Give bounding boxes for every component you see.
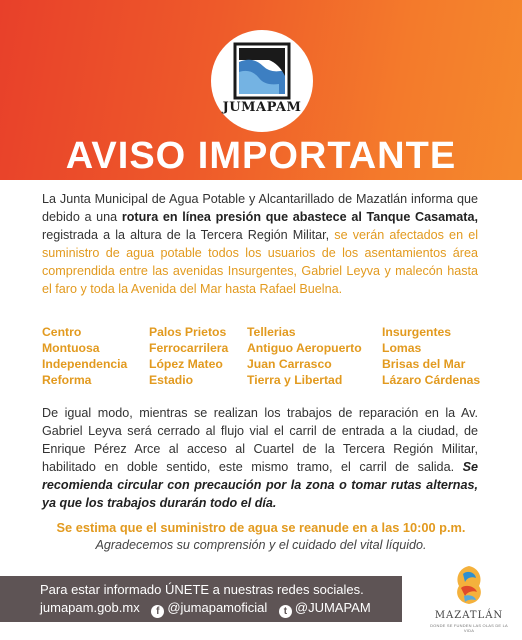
neighborhood-item: López Mateo bbox=[149, 357, 223, 371]
neighborhood-item: Ferrocarrilera bbox=[149, 341, 229, 355]
neighborhood-item: Brisas del Mar bbox=[382, 357, 466, 371]
jumapam-logo bbox=[211, 30, 313, 132]
neighborhood-column-3 bbox=[247, 324, 362, 388]
neighborhood-item: Palos Prietos bbox=[149, 325, 227, 339]
facebook-icon: f bbox=[151, 605, 164, 618]
neighborhood-item: Reforma bbox=[42, 373, 92, 387]
neighborhood-item: Independencia bbox=[42, 357, 128, 371]
website-link[interactable]: jumapam.gob.mx bbox=[40, 600, 140, 615]
city-name: MAZATLÁN bbox=[434, 610, 504, 621]
footer-links bbox=[40, 600, 371, 618]
road-closure-text: De igual modo, mientras se realizan los trabajos de reparación en la Av. Gabriel Leyva será cerrado al flujo vial el carril de entrada a la ciudad, de Enrique Pérez Arce al acceso al Cuartel de la Tercera Región Militar, habilitado en doble sentido, este mismo tramo, el carril de salida. bbox=[42, 406, 478, 474]
footer-social-invite: Para estar informado ÚNETE a nuestras redes sociales. bbox=[40, 582, 364, 597]
intro-paragraph bbox=[42, 190, 478, 298]
intro-text-1: La Junta Municipal de Agua Potable y Alcantarillado de Mazatlán informa que debido a una bbox=[42, 192, 478, 224]
twitter-icon: t bbox=[279, 605, 292, 618]
neighborhood-item: Centro bbox=[42, 325, 82, 339]
intro-text-2: registrada a la altura de la Tercera Región Militar, bbox=[42, 228, 335, 242]
neighborhood-item: Lázaro Cárdenas bbox=[382, 373, 481, 387]
road-closure-paragraph bbox=[42, 404, 478, 512]
footer-bar bbox=[0, 576, 402, 622]
facebook-link[interactable]: @jumapamoficial bbox=[167, 600, 268, 615]
city-tagline: DONDE SE FUNDEN LAS OLAS DE LA VIDA bbox=[430, 623, 508, 633]
mazatlan-logo bbox=[428, 562, 510, 632]
logo-wordmark: JUMAPAM bbox=[222, 100, 302, 115]
header-banner bbox=[0, 0, 522, 180]
intro-affected-text: se verán afectados en el suministro de agua potable todos los usuarios de los asentamientos área comprendida entre las avenidas Insurgentes, Gabriel Leyva y malecón hasta el faro y toda la Avenida del Mar hasta Rafael Buelna. bbox=[42, 228, 478, 296]
road-closure-recommendation: Se recomienda circular con precaución por la zona o tomar rutas alternas, ya que los trabajos durarán todo el día. bbox=[42, 460, 478, 510]
neighborhood-item: Antiguo Aeropuerto bbox=[247, 341, 362, 355]
neighborhood-item: Tellerias bbox=[247, 325, 296, 339]
neighborhood-column-2 bbox=[149, 324, 228, 388]
neighborhood-item: Insurgentes bbox=[382, 325, 452, 339]
page-title: AVISO IMPORTANTE bbox=[65, 135, 457, 177]
mazatlan-emblem-icon bbox=[449, 562, 489, 608]
neighborhood-item: Lomas bbox=[382, 341, 422, 355]
neighborhood-item: Montuosa bbox=[42, 341, 100, 355]
twitter-link[interactable]: @JUMAPAM bbox=[294, 600, 371, 615]
thanks-note: Agradecemos su comprensión y el cuidado del vital líquido. bbox=[95, 538, 427, 552]
intro-text-bold: rotura en línea presión que abastece al Tanque Casamata, bbox=[121, 210, 478, 224]
neighborhood-item: Estadio bbox=[149, 373, 194, 387]
restore-estimate: Se estima que el suministro de agua se reanude en a las 10:00 p.m. bbox=[56, 520, 466, 535]
neighborhood-item: Tierra y Libertad bbox=[247, 373, 343, 387]
neighborhood-item: Juan Carrasco bbox=[247, 357, 332, 371]
neighborhood-column-1 bbox=[42, 324, 127, 388]
jumapam-logo-icon bbox=[233, 42, 291, 100]
neighborhood-column-4 bbox=[382, 324, 480, 388]
